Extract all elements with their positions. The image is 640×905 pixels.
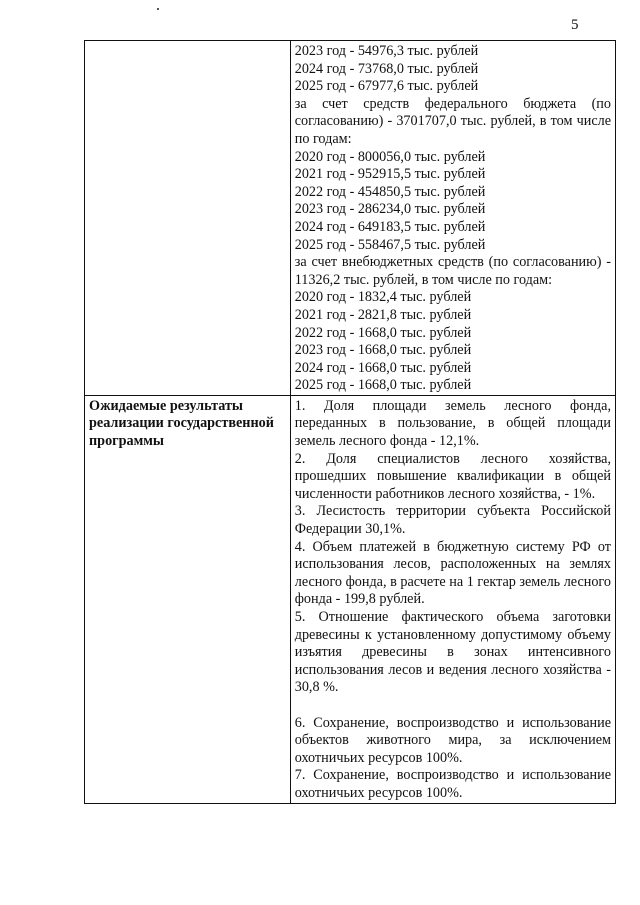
funding-line: 2023 год - 286234,0 тыс. рублей	[294, 201, 486, 218]
funding-line: 2021 год - 2821,8 тыс. рублей	[294, 306, 472, 323]
funding-line: 2020 год - 800056,0 тыс. рублей	[294, 148, 486, 165]
funding-label-cell	[85, 41, 291, 396]
funding-line: 2024 год - 649183,5 тыс. рублей	[294, 218, 486, 235]
funding-line: 2021 год - 952915,5 тыс. рублей	[294, 166, 486, 183]
funding-row	[85, 41, 616, 396]
program-passport-table	[84, 40, 616, 804]
result-item-7: 7. Сохранение, воспроизводство и использование охотничьих ресурсов 100%.	[294, 767, 611, 801]
results-label-cell	[85, 395, 291, 803]
funding-line: 2024 год - 1668,0 тыс. рублей	[294, 359, 472, 376]
result-item-3: 3. Лесистость территории субъекта Российской Федерации 30,1%.	[294, 503, 611, 538]
extrabudget-intro: за счет внебюджетных средств (по согласованию) - 11326,2 тыс. рублей, в том числе по годам:	[294, 254, 611, 288]
result-item-6: 6. Сохранение, воспроизводство и использование объектов животного мира, за исключением охотничьих ресурсов 100%.	[294, 714, 611, 766]
funding-details-cell	[290, 41, 615, 396]
funding-line: 2022 год - 454850,5 тыс. рублей	[294, 183, 486, 200]
page-number: 5	[571, 17, 579, 33]
scan-speck	[157, 8, 159, 10]
funding-line: 2023 год - 1668,0 тыс. рублей	[294, 342, 472, 359]
result-item-4: 4. Объем платежей в бюджетную систему РФ от использования лесов, расположенных на землях лесного фонда, в расчете на 1 гектар земель лесного фонда - 199,8 рублей.	[294, 538, 611, 608]
funding-line: 2020 год - 1832,4 тыс. рублей	[294, 289, 472, 306]
results-details-cell	[290, 395, 615, 803]
funding-line: 2025 год - 558467,5 тыс. рублей	[294, 236, 486, 253]
results-row	[85, 395, 616, 803]
federal-budget-intro: за счет средств федерального бюджета (по согласованию) - 3701707,0 тыс. рублей, в том числе по годам:	[294, 95, 611, 147]
result-item-1: 1. Доля площади земель лесного фонда, переданных в пользование, в общей площади земель лесного фонда - 12,1%.	[294, 397, 611, 450]
result-item-5: 5. Отношение фактического объема заготовки древесины к установленному допустимому объему изъятия древесины в зонах интенсивного использования лесов и ведения лесного хозяйства - 30,8 %.	[294, 609, 611, 696]
funding-line: 2023 год - 54976,3 тыс. рублей	[294, 43, 479, 59]
result-item-2: 2. Доля специалистов лесного хозяйства, прошедших повышение квалификации в общей численности работников лесного хозяйства, - 1%.	[294, 450, 611, 502]
results-label: Ожидаемые результаты реализации государственной программы	[89, 397, 274, 450]
funding-line: 2022 год - 1668,0 тыс. рублей	[294, 324, 472, 341]
funding-line: 2024 год - 73768,0 тыс. рублей	[294, 60, 479, 77]
funding-line: 2025 год - 1668,0 тыс. рублей	[294, 377, 472, 394]
funding-line: 2025 год - 67977,6 тыс. рублей	[294, 78, 479, 95]
blank-line	[295, 697, 611, 715]
